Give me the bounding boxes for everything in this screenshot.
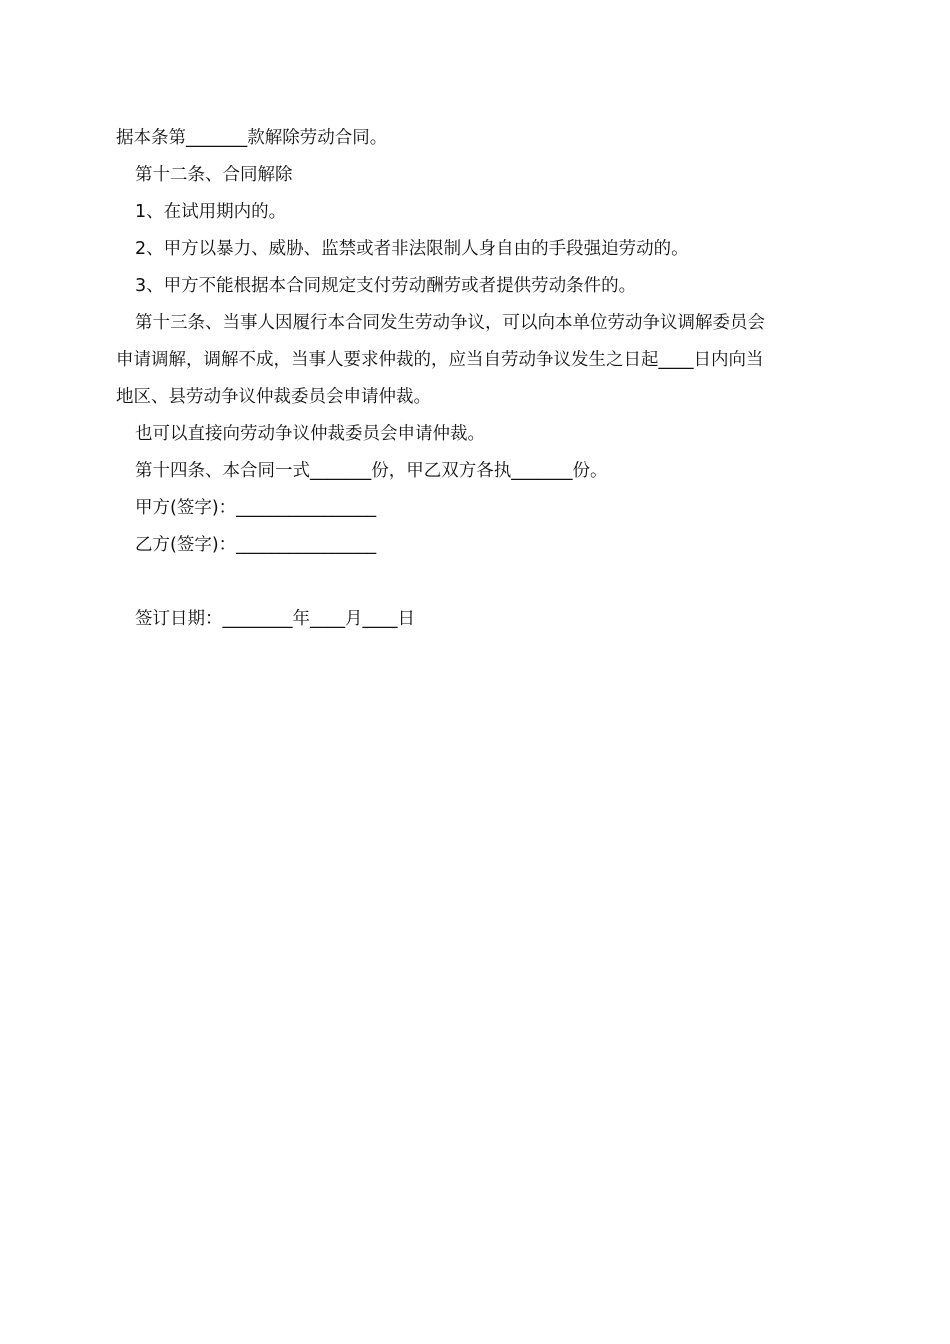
clause-13-line-1: 第十三条、当事人因履行本合同发生劳动争议，可以向本单位劳动争议调解委员会 xyxy=(135,313,765,333)
document-body xyxy=(116,120,842,638)
clause-11-tail: 据本条第_______款解除劳动合同。 xyxy=(116,128,388,148)
clause-13-line-2: 申请调解，调解不成，当事人要求仲裁的，应当自劳动争议发生之日起____日内向当 xyxy=(116,350,764,370)
clause-14-copies: 第十四条、本合同一式_______份，甲乙双方各执_______份。 xyxy=(135,461,608,481)
clause-13-line-3: 地区、县劳动争议仲裁委员会申请仲裁。 xyxy=(116,387,431,407)
clause-12-item-3: 3、甲方不能根据本合同规定支付劳动酬劳或者提供劳动条件的。 xyxy=(135,276,637,296)
clause-12-item-2: 2、甲方以暴力、威胁、监禁或者非法限制人身自由的手段强迫劳动的。 xyxy=(135,239,689,259)
party-b-signature: 乙方(签字)：________________ xyxy=(135,535,377,555)
clause-12-item-1: 1、在试用期内的。 xyxy=(135,202,287,222)
clause-12-heading: 第十二条、合同解除 xyxy=(135,165,293,185)
blank-spacer xyxy=(116,564,842,601)
party-a-signature: 甲方(签字)：________________ xyxy=(135,498,377,518)
signing-date: 签订日期：________年____月____日 xyxy=(135,609,415,629)
clause-13-alternative: 也可以直接向劳动争议仲裁委员会申请仲裁。 xyxy=(135,424,485,444)
